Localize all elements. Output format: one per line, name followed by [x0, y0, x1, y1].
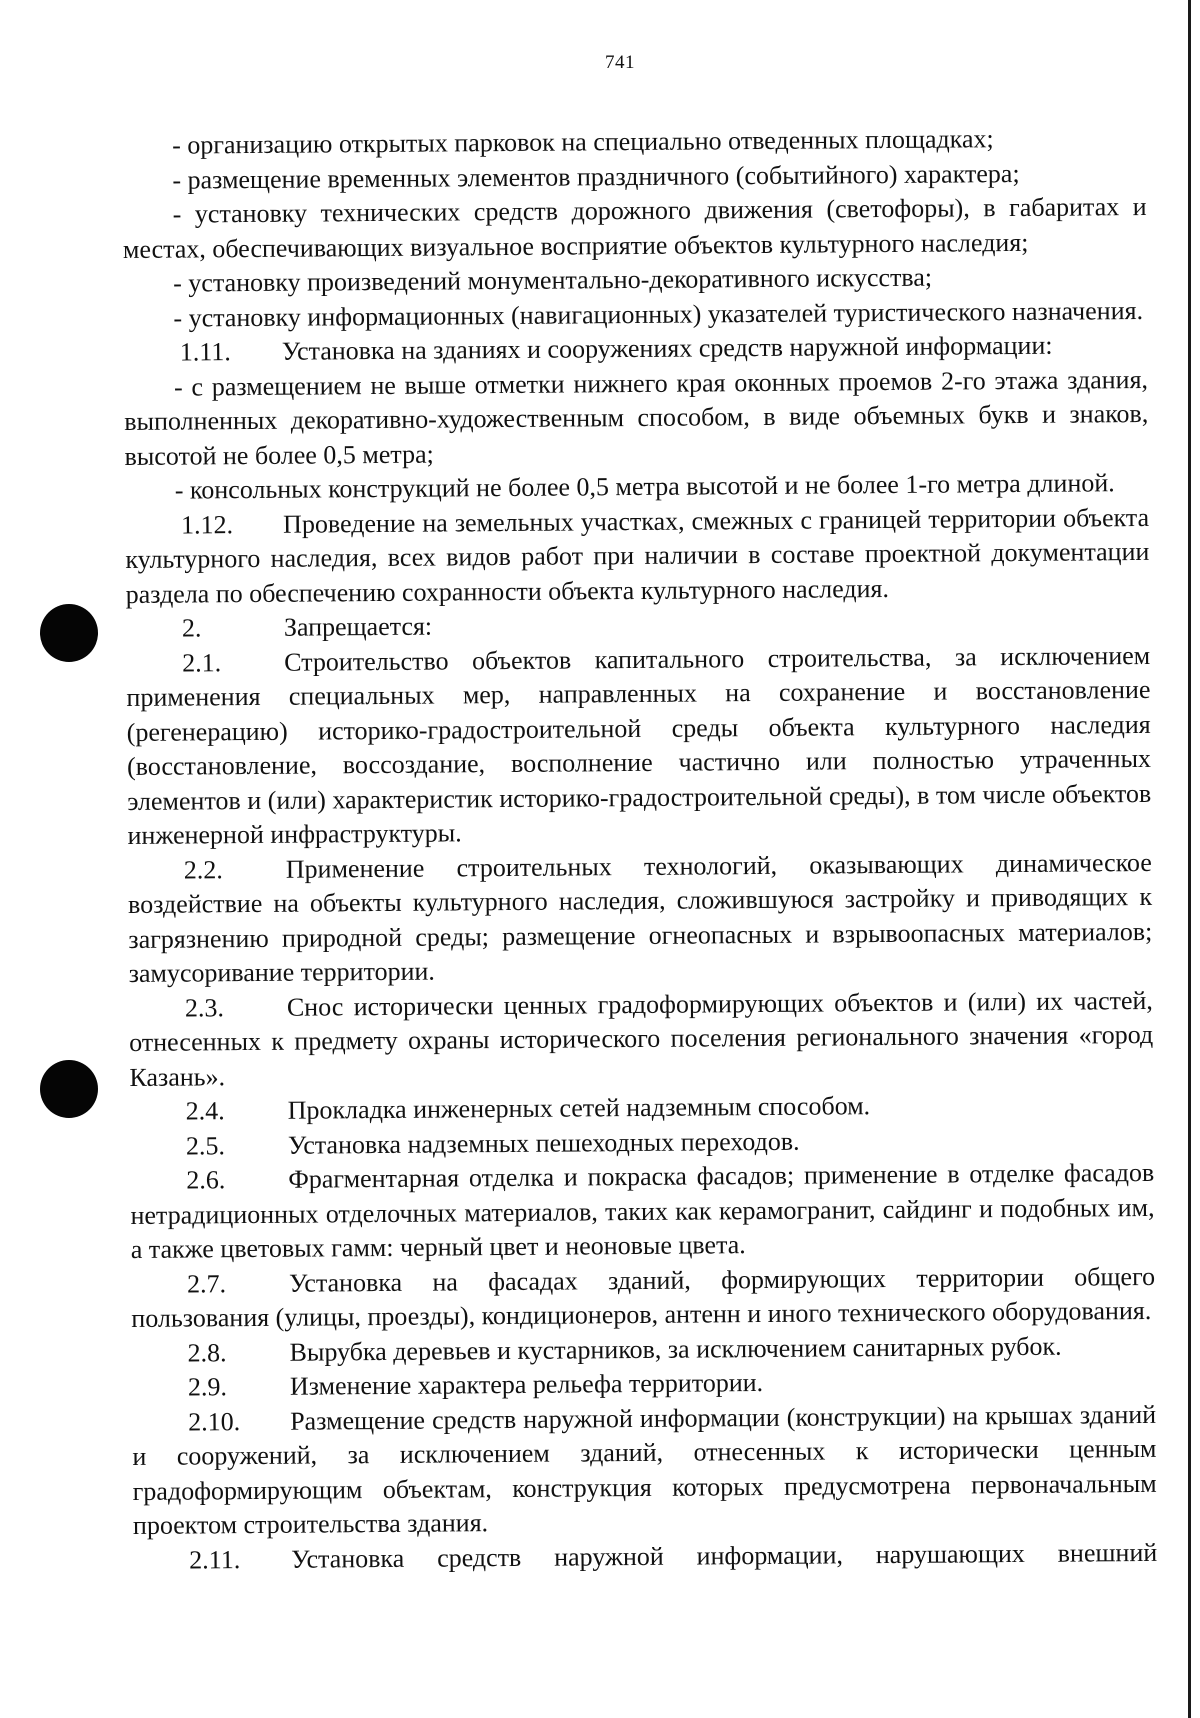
list-item: - размещение временных элементов праздничного (событийного) характера;	[172, 158, 1020, 195]
paragraph-number: 2.8.	[187, 1337, 227, 1368]
list-item: - консольных конструкций не более 0,5 метра высотой и не более 1-го метра длиной.	[174, 468, 1115, 505]
numbered-paragraph	[126, 638, 1152, 853]
numbered-paragraph	[129, 983, 1154, 1095]
numbered-paragraph	[131, 1259, 1156, 1336]
document-body	[122, 121, 1157, 1578]
paragraph-number: 2.2.	[183, 854, 223, 885]
paragraph-number: 2.7.	[186, 1268, 227, 1299]
paragraph-number: 2.10.	[188, 1406, 241, 1437]
punch-hole-mark	[40, 1060, 98, 1118]
paragraph-text: Фрагментарная отделка и покраска фасадов; применение в отделке фасадов нетрадиционных отделочных материалов, таких как керамогранит, сайдинг и подобных им, а также цветовых гамм: черный цвет и неоновые цвета.	[130, 1157, 1155, 1264]
paragraph-number: 2.6.	[186, 1165, 226, 1195]
paragraph-number: 2.11.	[189, 1544, 241, 1575]
page-number: 741	[605, 52, 635, 73]
list-item: - установку информационных (навигационных) указателей туристического назначения.	[173, 295, 1144, 333]
numbered-paragraph	[132, 1397, 1157, 1543]
scan-edge-line	[1188, 0, 1191, 1718]
paragraph-text: Изменение характера рельефа территории.	[289, 1368, 764, 1401]
paragraph-text: Установка надземных пешеходных переходов.	[287, 1126, 800, 1160]
paragraph-number: 2.	[181, 613, 202, 643]
paragraph-number: 2.3.	[184, 992, 225, 1023]
paragraph-text: Прокладка инженерных сетей надземным способом.	[287, 1091, 871, 1125]
list-item: - с размещением не выше отметки нижнего края оконных проемов 2-го этажа здания, выполненных декоративно-художественным способом, в виде объемных букв и знаков, высотой не более 0,5 метра;	[124, 364, 1149, 471]
paragraph-text: Применение строительных технологий, оказывающих динамическое воздействие на объекты культурного наследия, сложившуюся застройку и приводящих к загрязнению природной среды; размещение огнеопасных и взрывоопасных материалов; замусоривание территории.	[127, 847, 1153, 988]
paragraph-number: 1.12.	[180, 509, 234, 540]
paragraph-text: Размещение средств наружной информации (конструкции) на крышах зданий и сооружений, за исключением зданий, отнесенных к исторически ценным градоформирующим объектам, конструкция которых предусмотрена первоначальным проектом строительства здания.	[132, 1399, 1157, 1540]
paragraph-text: Установка на зданиях и сооружениях средств наружной информации:	[281, 330, 1053, 366]
paragraph-text: Запрещается:	[283, 611, 433, 642]
punch-hole-mark	[40, 604, 98, 662]
list-item: - организацию открытых парковок на специально отведенных площадках;	[172, 124, 994, 160]
paragraph-text: Проведение на земельных участках, смежных с границей территории объекта культурного наследия, всех видов работ при наличии в составе проектной документации раздела по обеспечению сохранности объекта культурного наследия.	[125, 502, 1150, 609]
numbered-paragraph	[125, 500, 1150, 612]
numbered-paragraph	[133, 1535, 1157, 1578]
paragraph-number: 2.5.	[185, 1130, 226, 1161]
paragraph-number: 2.1.	[182, 647, 222, 678]
paragraph-text: Установка средств наружной информации, нарушающих внешний	[291, 1537, 1158, 1574]
paragraph-text: Вырубка деревьев и кустарников, за исключением санитарных рубок.	[289, 1331, 1062, 1367]
paragraph-text: Снос исторически ценных градоформирующих объектов и (или) их частей, отнесенных к предмету охраны исторического поселения регионального значения «город Казань».	[129, 985, 1154, 1092]
numbered-paragraph	[130, 1156, 1155, 1268]
paragraph-number: 2.4.	[185, 1096, 225, 1126]
paragraph-text: Установка на фасадах зданий, формирующих территории общего пользования (улицы, проезды), кондиционеров, антенн и иного технического оборудования.	[131, 1261, 1156, 1333]
numbered-paragraph	[128, 845, 1153, 991]
list-item: - установку технических средств дорожного движения (светофоры), в габаритах и местах, обеспечивающих визуальное восприятие объектов культурного наследия;	[122, 191, 1147, 264]
list-item: - установку произведений монументально-декоративного искусства;	[173, 262, 933, 298]
paragraph-number: 1.11.	[179, 337, 231, 367]
paragraph-text: Строительство объектов капитального строительства, за исключением применения специальных мер, направленных на сохранение и восстановление (регенерацию) историко-градостроительной среды объекта культурного наследия (восстановление, воссоздание, восполнение частично или полностью утраченных элементов и (или) характеристик историко-градостроительной среды), в том числе объектов инженерной инфраструктуры.	[126, 640, 1152, 850]
paragraph-number: 2.9.	[187, 1372, 227, 1402]
